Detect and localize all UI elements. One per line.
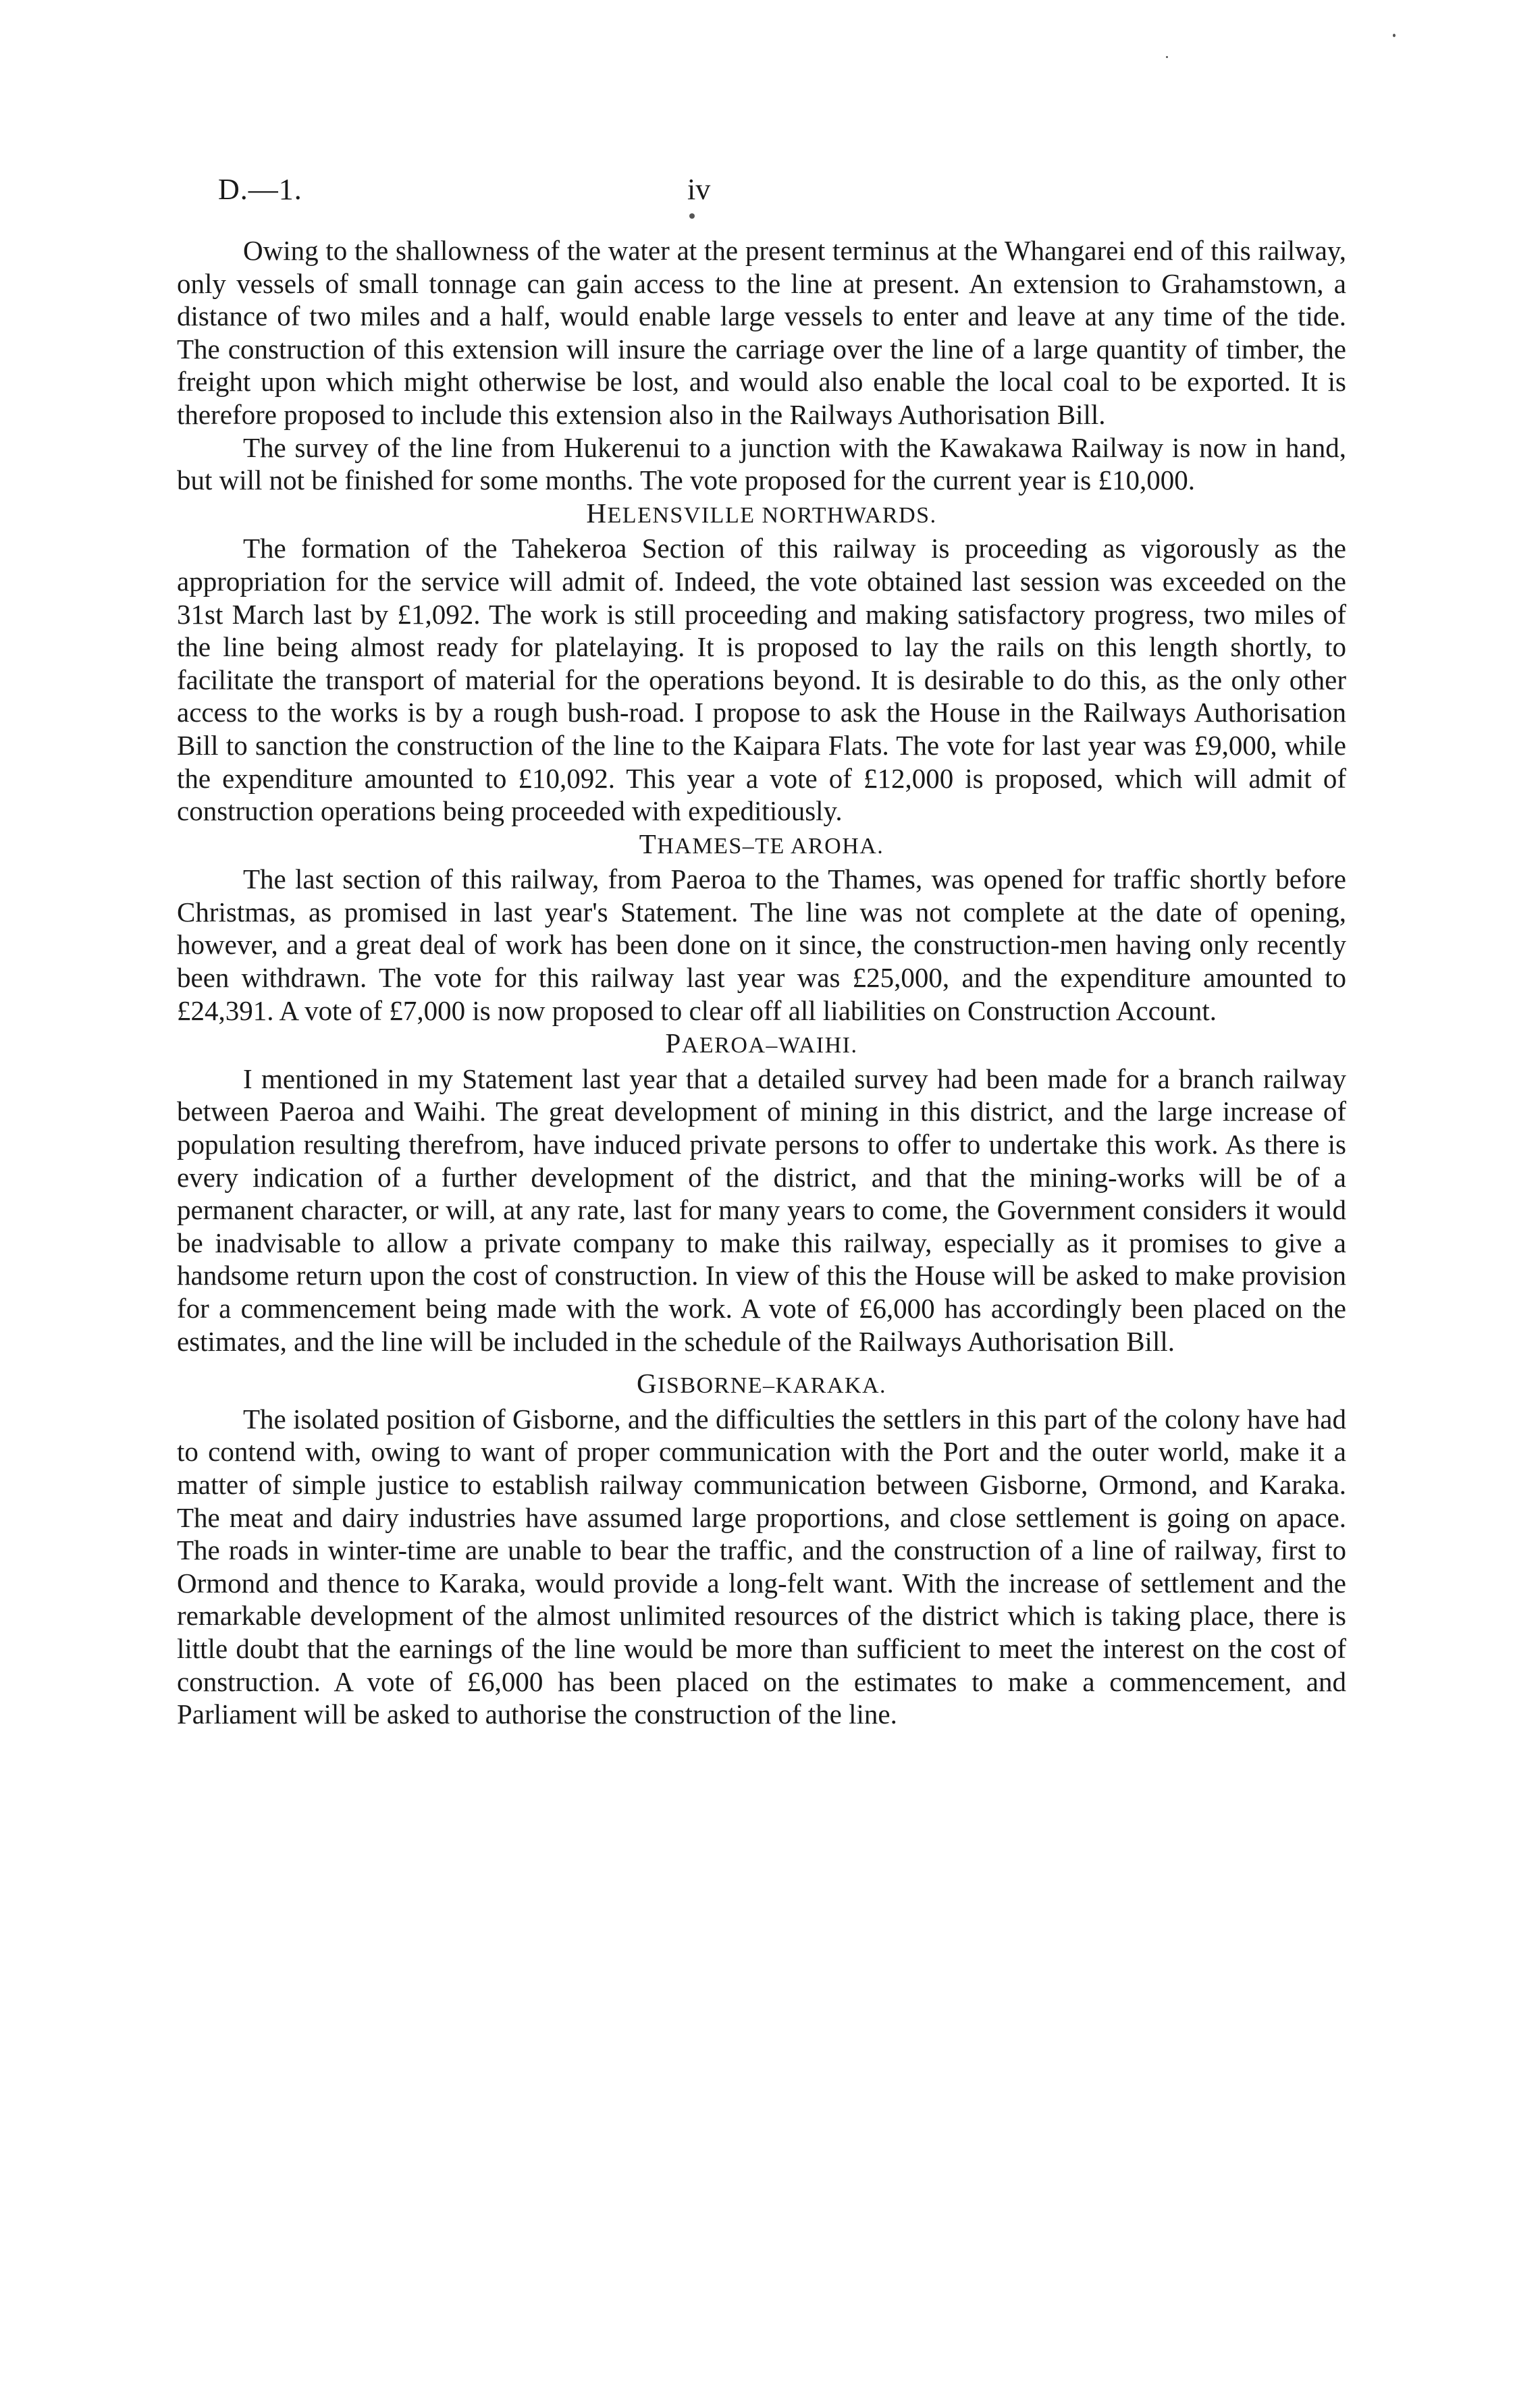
body-paragraph: The isolated position of Gisborne, and the difficulties the settlers in this part of the colony have had to contend with, owing to want of proper communication with the Port and the outer world, make it a matter of simple justice to establish railway communication between Gisborne, Ormond, and Karaka. The meat and dairy industries have assumed large proportions, and close settlement is going on apace. The roads in winter-time are unable to bear the traffic, and the construction of a line of railway, first to Ormond and thence to Karaka, would provide a long-felt want. With the increase of settlement and the remarkable development of the almost unlimited resources of the district which is taking place, there is little doubt that the earnings of the line would be more than sufficient to meet the interest on the cost of construction. A vote of £6,000 has been placed on the estimates to make a commencement, and Parliament will be asked to authorise the construction of the line. bbox=[177, 1403, 1346, 1730]
ink-speck bbox=[1393, 34, 1396, 37]
body-paragraph: The last section of this railway, from Paeroa to the Thames, was opened for traffic shortly before Christmas, as promised in last year's Statement. The line was not complete at the date of opening, however, and a great deal of work has been done on it since, the construction-men having only recently been withdrawn. The vote for this railway last year was £25,000, and the expenditure amounted to £24,391. A vote of £7,000 is now proposed to clear off all liabilities on Construction Account. bbox=[177, 863, 1346, 1026]
section-heading: THAMES–TE AROHA. bbox=[639, 828, 884, 859]
body-paragraph: The formation of the Tahekeroa Section of this railway is proceeding as vigorously as the appropriation for the service will admit of. Indeed, the vote obtained last session was exceeded on the 31st March last by £1,092. The work is still proceeding and making satisfactory progress, two miles of the line being almost ready for platelaying. It is proposed to lay the rails on this length shortly, to facilitate the transport of material for the operations beyond. It is desirable to do this, as the only other access to the works is by a rough bush-road. I propose to ask the House in the Railways Authorisation Bill to sanction the construction of the line to the Kaipara Flats. The vote for last year was £9,000, while the expenditure amounted to £10,092. This year a vote of £12,000 is proposed, which will admit of construction operations being proceeded with expeditiously. bbox=[177, 533, 1346, 827]
section-whangarei bbox=[177, 234, 1346, 497]
document-body bbox=[177, 234, 1346, 1731]
section-helensville-northwards bbox=[177, 497, 1346, 828]
section-paeroa-waihi bbox=[177, 1027, 1346, 1358]
ink-speck bbox=[1166, 56, 1168, 58]
body-paragraph: The survey of the line from Hukerenui to a junction with the Kawakawa Railway is now in hand, but will not be finished for some months. The vote proposed for the current year is £10,000. bbox=[177, 431, 1346, 496]
section-gisborne-karaka bbox=[177, 1367, 1346, 1731]
document-reference: D.—1. bbox=[218, 173, 302, 206]
body-paragraph: Owing to the shallowness of the water at the present terminus at the Whangarei end of this railway, only vessels of small tonnage can gain access to the line at present. An extension to Grahamstown, a distance of two miles and a half, would enable large vessels to enter and leave at any time of the tide. The construction of this extension will insure the carriage over the line of a large quantity of timber, the freight upon which might otherwise be lost, and would also enable the local coal to be exported. It is therefore proposed to include this extension also in the Railways Authorisation Bill. bbox=[177, 235, 1346, 430]
section-heading: PAEROA–WAIHI. bbox=[665, 1027, 858, 1059]
body-paragraph: I mentioned in my Statement last year that a detailed survey had been made for a branch railway between Paeroa and Waihi. The great development of mining in this district, and the large increase of population resulting therefrom, have induced private persons to offer to undertake this work. As there is every indication of a further development of the district, and that the mining-works will be of a permanent character, or will, at any rate, last for many years to come, the Government considers it would be inadvisable to allow a private company to make this railway, especially as it promises to give a handsome return upon the cost of construction. In view of this the House will be asked to make provision for a commencement being made with the work. A vote of £6,000 has accordingly been placed on the estimates, and the line will be included in the schedule of the Railways Authorisation Bill. bbox=[177, 1063, 1346, 1357]
section-heading: HELENSVILLE NORTHWARDS. bbox=[586, 497, 937, 529]
section-thames-te-aroha bbox=[177, 828, 1346, 1027]
ink-speck bbox=[689, 213, 695, 219]
page-number: iv bbox=[687, 173, 711, 206]
section-heading: GISBORNE–KARAKA. bbox=[636, 1368, 887, 1399]
